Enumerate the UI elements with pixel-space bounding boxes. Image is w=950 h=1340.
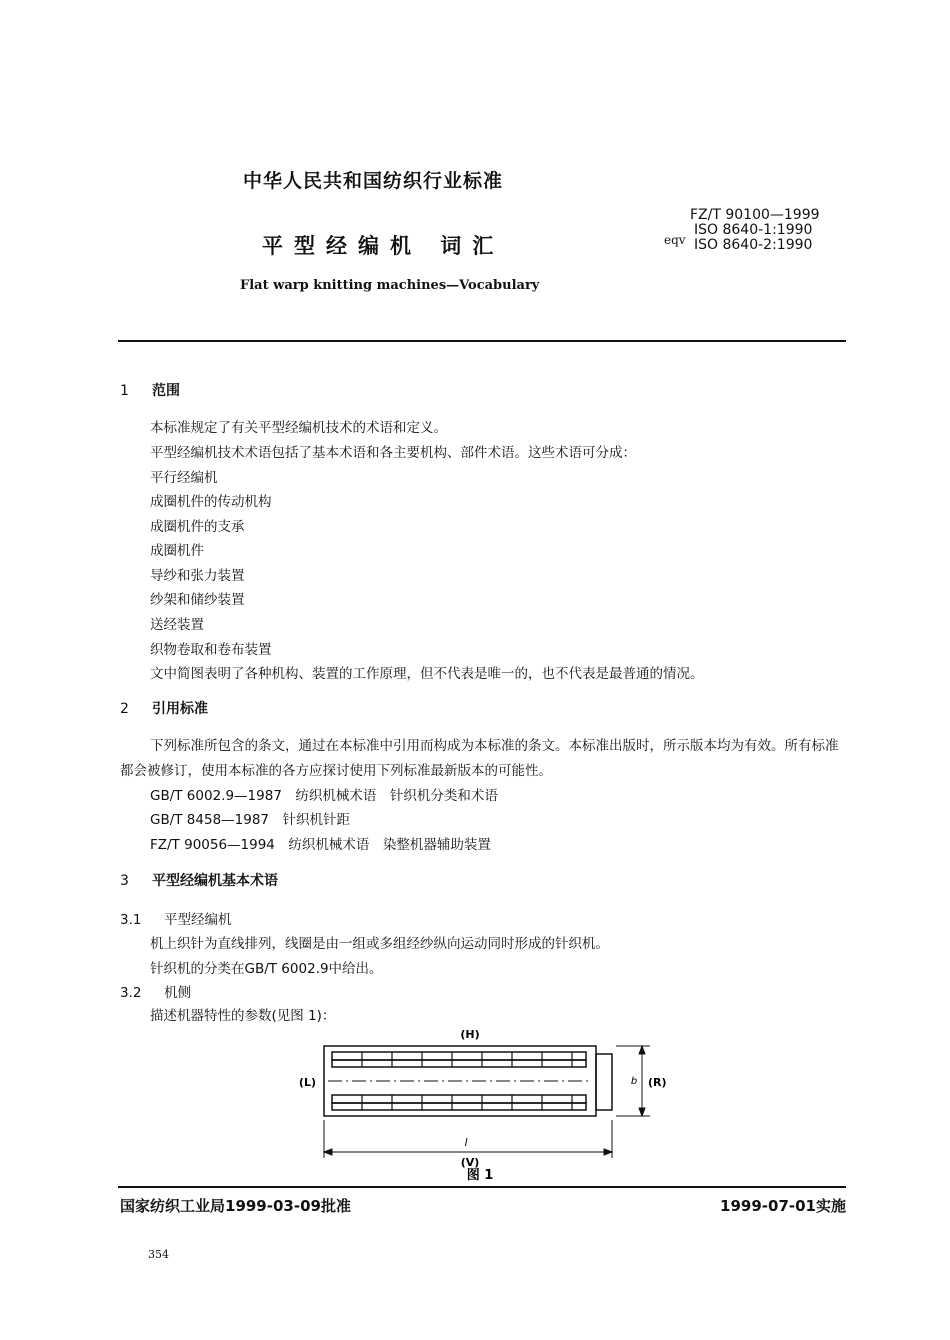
list-item: 导纱和张力装置 bbox=[150, 568, 245, 584]
figure-1 bbox=[290, 1026, 690, 1190]
section-title: 引用标准 bbox=[152, 701, 208, 717]
machine-diagram bbox=[290, 1026, 690, 1186]
reference-item: GB/T 6002.9—1987 纺织机械术语 针织机分类和术语 bbox=[150, 788, 498, 804]
dimension-l-label: l bbox=[464, 1136, 468, 1149]
subsection-number: 3.2 bbox=[120, 985, 142, 1001]
iso-ref-1: ISO 8640-1:1990 bbox=[694, 222, 813, 238]
label-right: (R) bbox=[648, 1076, 667, 1089]
bottom-guide-bar-lower bbox=[332, 1103, 586, 1110]
eqv-label: eqv bbox=[664, 233, 686, 247]
machine-end-box bbox=[596, 1054, 612, 1110]
footer-rule bbox=[118, 1186, 846, 1188]
list-item: 平行经编机 bbox=[150, 470, 218, 486]
subsection-title: 机侧 bbox=[164, 985, 191, 1001]
approval-date: 国家纺织工业局1999-03-09批准 bbox=[120, 1197, 351, 1215]
document-title: 平型经编机 词汇 bbox=[262, 234, 505, 258]
section-2-paragraph: 下列标准所包含的条文，通过在本标准中引用而构成为本标准的条文。本标准出版时，所示版本均为有效。所有标准都会被修订，使用本标准的各方应探讨使用下列标准最新版本的可能性。 bbox=[120, 738, 839, 779]
subsection-3-1-line: 针织机的分类在GB/T 6002.9中给出。 bbox=[150, 961, 383, 977]
org-title: 中华人民共和国纺织行业标准 bbox=[243, 170, 504, 192]
subsection-number: 3.1 bbox=[120, 912, 142, 928]
label-top: (H) bbox=[460, 1028, 480, 1041]
subsection-3-2-heading bbox=[120, 981, 191, 1001]
english-title: Flat warp knitting machines—Vocabulary bbox=[240, 278, 540, 293]
list-item: 送经装置 bbox=[150, 617, 204, 633]
section-1-intro-2: 平型经编机技术术语包括了基本术语和各主要机构、部件术语。这些术语可分成： bbox=[150, 445, 636, 461]
subsection-3-1-heading bbox=[120, 908, 232, 928]
section-1-heading bbox=[120, 380, 180, 400]
label-left: (L) bbox=[298, 1076, 316, 1089]
section-1-note: 文中简图表明了各种机构、装置的工作原理，但不代表是唯一的，也不代表是最普通的情况。 bbox=[150, 666, 704, 682]
list-item: 成圈机件的支承 bbox=[150, 519, 245, 535]
figure-caption: 图 1 bbox=[466, 1168, 494, 1183]
standard-number-block bbox=[690, 208, 820, 253]
reference-item: GB/T 8458—1987 针织机针距 bbox=[150, 812, 351, 828]
effective-date: 1999-07-01实施 bbox=[720, 1197, 846, 1215]
subsection-3-2-line: 描述机器特性的参数(见图 1)： bbox=[150, 1008, 336, 1024]
section-number: 1 bbox=[120, 383, 129, 399]
standard-number: FZ/T 90100—1999 bbox=[690, 207, 820, 223]
bottom-guide-bar bbox=[332, 1095, 586, 1103]
list-item: 成圈机件 bbox=[150, 543, 204, 559]
list-item: 织物卷取和卷布装置 bbox=[150, 642, 272, 658]
list-item: 纱架和储纱装置 bbox=[150, 592, 245, 608]
dimension-b-label: b bbox=[630, 1076, 638, 1087]
subsection-title: 平型经编机 bbox=[164, 912, 232, 928]
section-title: 平型经编机基本术语 bbox=[152, 873, 278, 889]
section-title: 范围 bbox=[152, 383, 180, 399]
top-guide-bar bbox=[332, 1052, 586, 1060]
section-number: 3 bbox=[120, 873, 129, 889]
reference-item: FZ/T 90056—1994 纺织机械术语 染整机器辅助装置 bbox=[150, 837, 491, 853]
section-number: 2 bbox=[120, 701, 129, 717]
subsection-3-1-line: 机上织针为直线排列，线圈是由一组或多组经纱纵向运动同时形成的针织机。 bbox=[150, 936, 609, 952]
top-guide-bar-lower bbox=[332, 1060, 586, 1067]
iso-ref-2: ISO 8640-2:1990 bbox=[694, 237, 813, 253]
list-item: 成圈机件的传动机构 bbox=[150, 494, 272, 510]
label-bottom: (V) bbox=[460, 1156, 480, 1169]
header-rule bbox=[118, 340, 846, 342]
section-2-heading bbox=[120, 698, 208, 718]
section-3-heading bbox=[120, 870, 278, 890]
section-1-intro-1: 本标准规定了有关平型经编机技术的术语和定义。 bbox=[150, 420, 447, 436]
page-number: 354 bbox=[148, 1248, 169, 1261]
